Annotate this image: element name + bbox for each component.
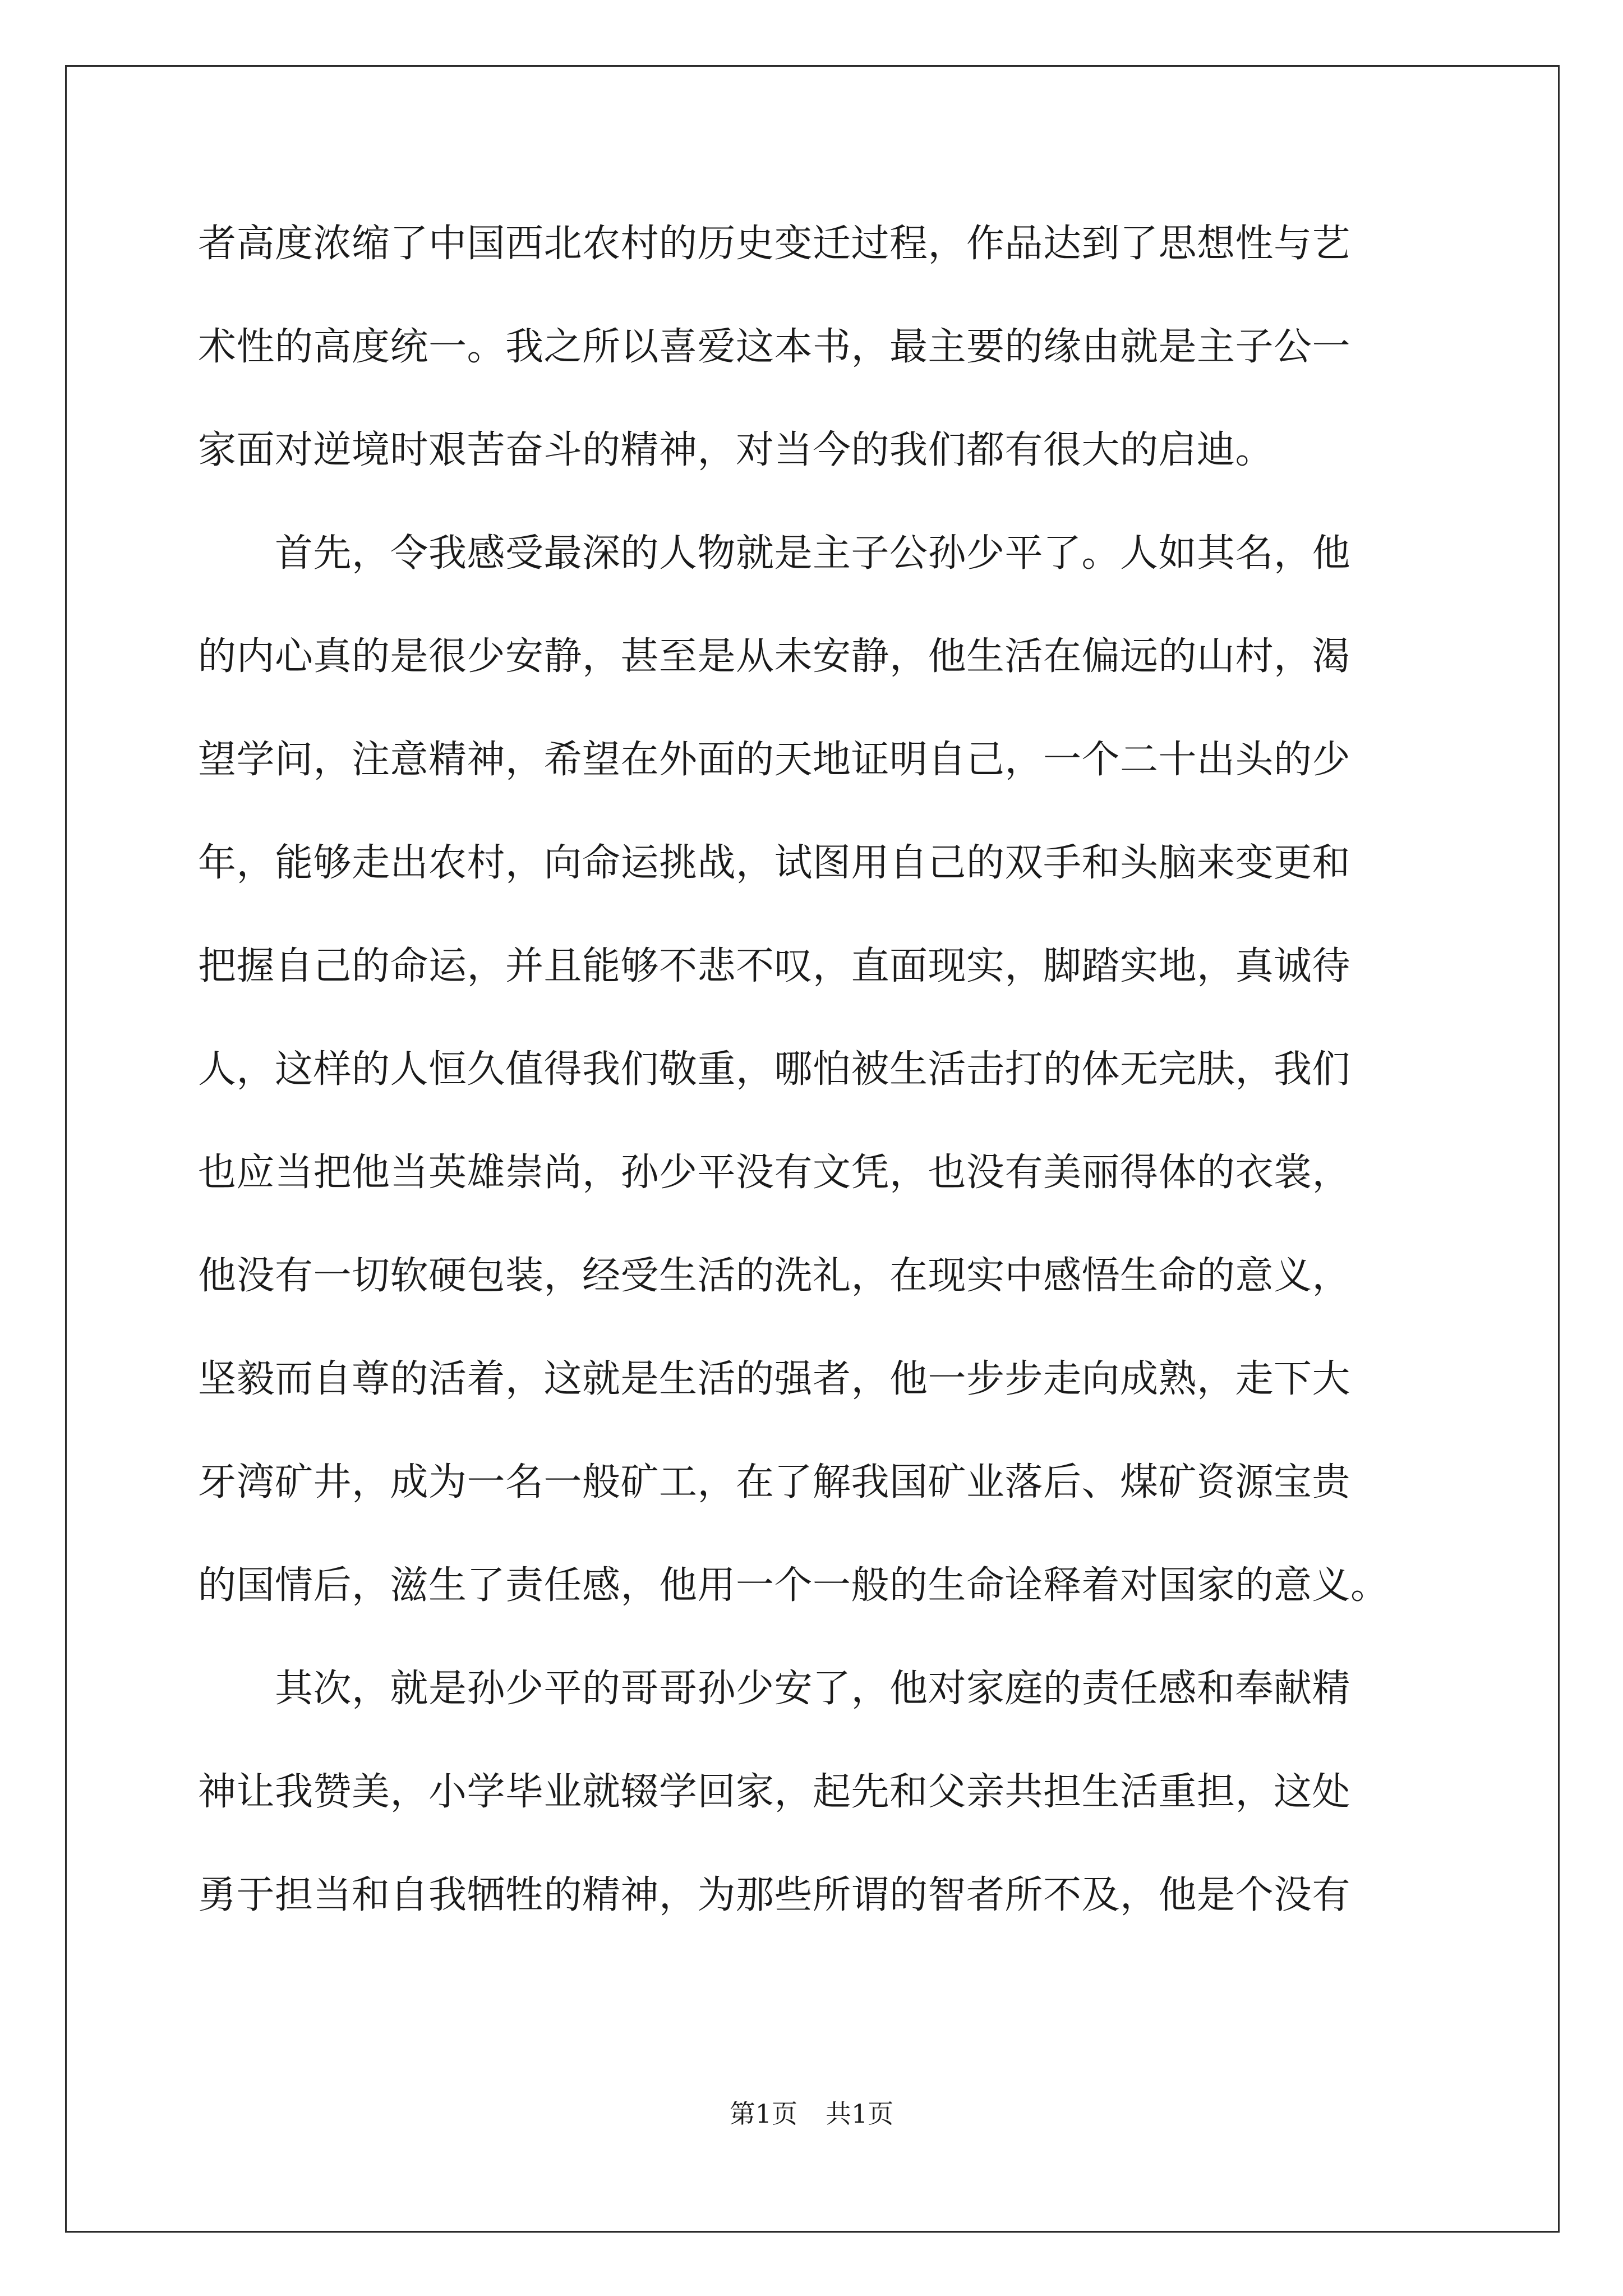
text-line: 坚毅而自尊的活着，这就是生活的强者，他一步步走向成熟，走下大 [198,1357,1351,1401]
text-line: 年，能够走出农村，向命运挑战，试图用自己的双手和头脑来变更和 [198,841,1351,885]
text-line: 他没有一切软硬包装，经受生活的洗礼，在现实中感悟生命的意义， [198,1254,1351,1298]
document-body [198,215,1426,1970]
text-line: 牙湾矿井，成为一名一般矿工，在了解我国矿业落后、煤矿资源宝贵 [198,1460,1351,1504]
text-line: 望学问，注意精神，希望在外面的天地证明自己，一个二十出头的少 [198,738,1351,782]
page-footer [0,2097,1623,2131]
text-line: 神让我赞美，小学毕业就辍学回家，起先和父亲共担生活重担，这处 [198,1770,1351,1814]
text-line: 首先，令我感受最深的人物就是主子公孙少平了。人如其名，他 [198,531,1351,576]
text-line: 人，这样的人恒久值得我们敬重，哪怕被生活击打的体无完肤，我们 [198,1047,1351,1092]
text-line: 也应当把他当英雄崇尚，孙少平没有文凭，也没有美丽得体的衣裳， [198,1151,1351,1195]
text-line: 的内心真的是很少安静，甚至是从未安静，他生活在偏远的山村，渴 [198,634,1351,679]
text-line: 勇于担当和自我牺牲的精神，为那些所谓的智者所不及，他是个没有 [198,1873,1351,1917]
text-line: 术性的高度统一。我之所以喜爱这本书，最主要的缘由就是主子公一 [198,325,1351,369]
text-line: 家面对逆境时艰苦奋斗的精神，对当今的我们都有很大的启迪。 [198,428,1274,472]
page-total: 共1页 [826,2099,894,2129]
text-line: 把握自己的命运，并且能够不悲不叹，直面现实，脚踏实地，真诚待 [198,944,1351,988]
text-line: 其次，就是孙少平的哥哥孙少安了，他对家庭的责任感和奉献精 [198,1667,1351,1711]
page-number: 第1页 [729,2099,797,2129]
text-line: 者高度浓缩了中国西北农村的历史变迁过程，作品达到了思想性与艺 [198,222,1351,266]
text-line: 的国情后，滋生了责任感，他用一个一般的生命诠释着对国家的意义。 [198,1563,1389,1608]
